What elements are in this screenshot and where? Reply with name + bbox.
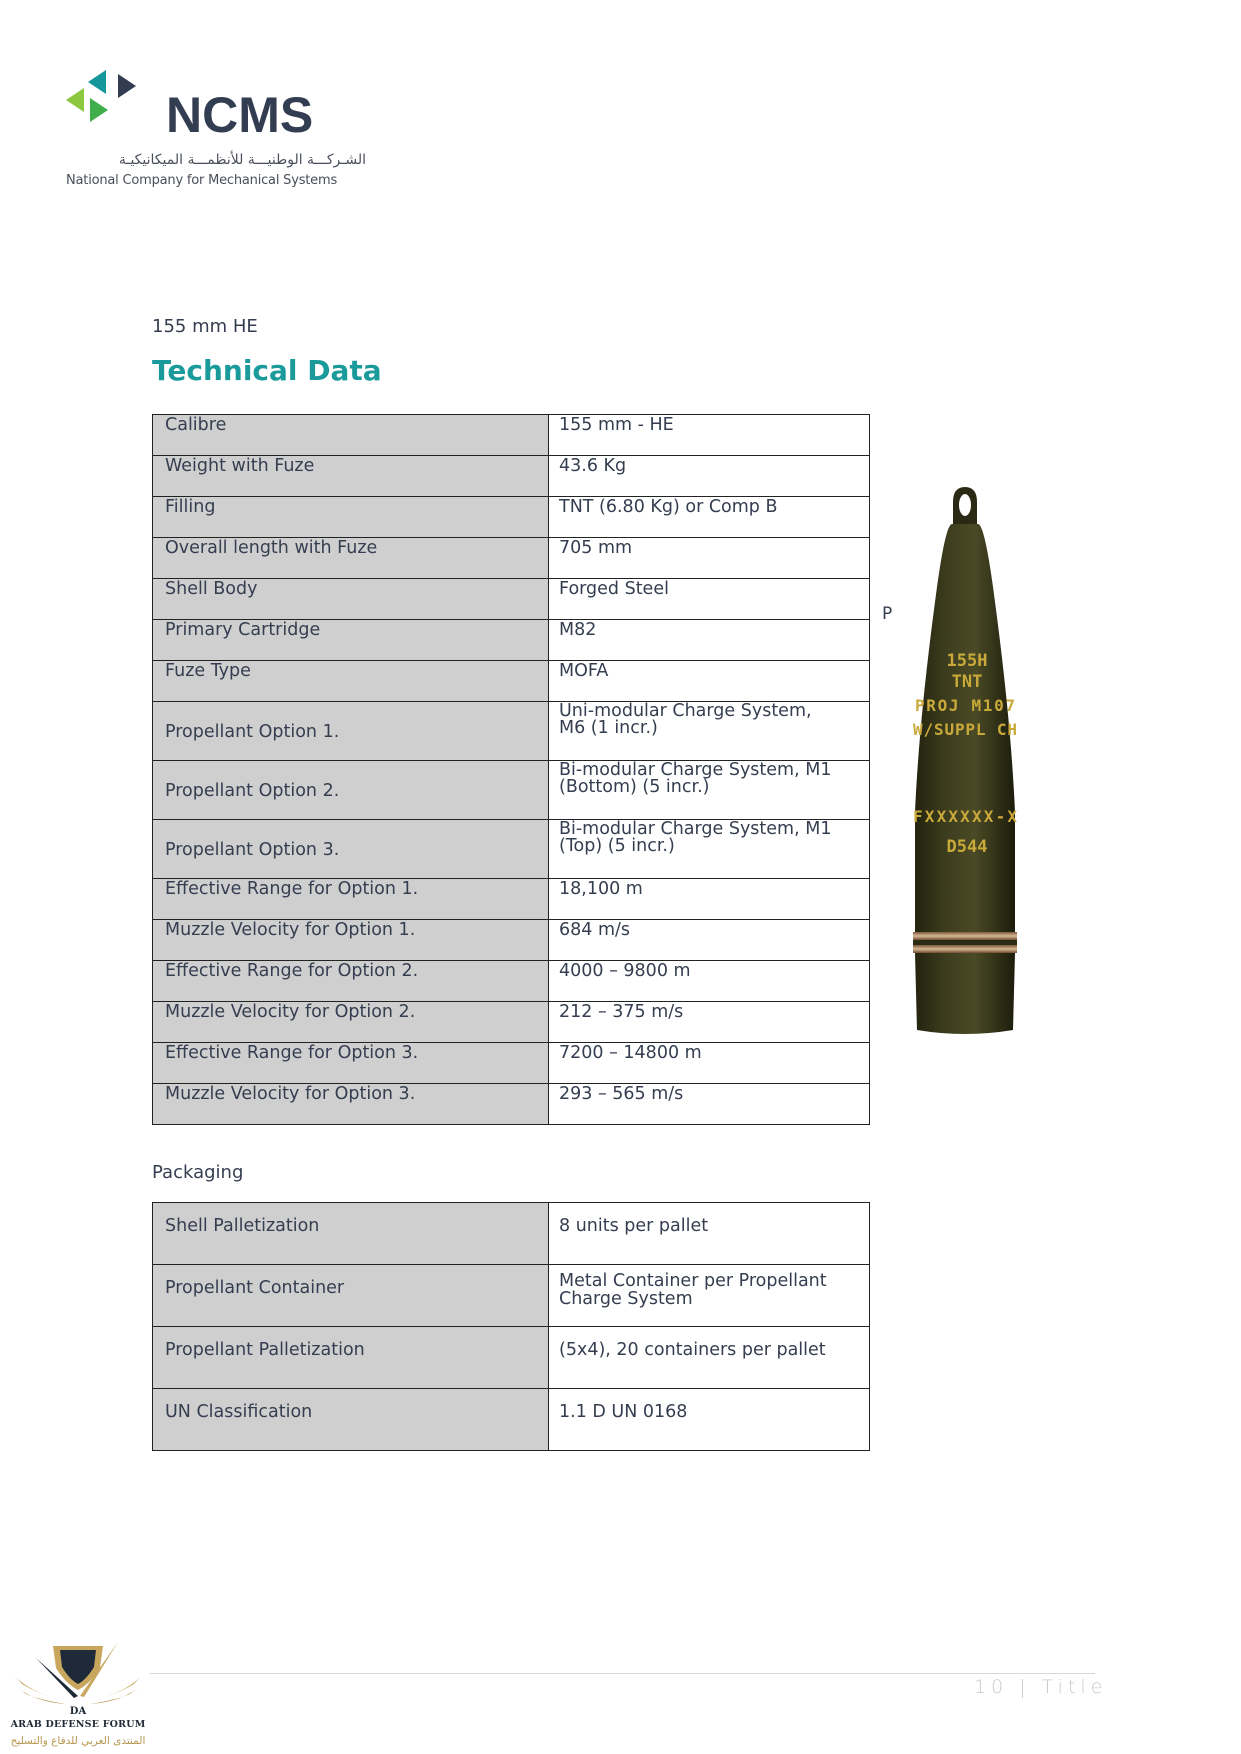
footer-divider <box>150 1673 1095 1674</box>
rotating-band <box>913 932 1017 940</box>
table-row <box>153 761 870 820</box>
product-subtitle: 155 mm HE <box>152 316 258 337</box>
table-row <box>153 1203 870 1265</box>
row-value: MOFA <box>549 661 870 702</box>
right-wing <box>93 1674 143 1700</box>
shell-marking: D544 <box>946 837 988 857</box>
arab-defense-forum-emblem-icon <box>8 1640 148 1706</box>
row-label: Propellant Option 1. <box>153 702 549 761</box>
packaging-table <box>152 1202 870 1451</box>
row-value <box>549 820 870 879</box>
table-row <box>153 879 870 920</box>
table-row <box>153 1327 870 1389</box>
table-row <box>153 1389 870 1451</box>
lifting-ring-hole <box>959 494 971 516</box>
row-label: Muzzle Velocity for Option 1. <box>153 920 549 961</box>
table-row <box>153 961 870 1002</box>
ncms-logo <box>66 70 366 195</box>
row-label: Shell Body <box>153 579 549 620</box>
shell-image <box>905 482 1025 1042</box>
logo-triangle-lime <box>66 88 84 112</box>
row-label: Filling <box>153 497 549 538</box>
table-row <box>153 820 870 879</box>
shell-marking: TNT <box>951 672 983 692</box>
row-value-line: (Bottom) (5 incr.) <box>559 777 710 797</box>
technical-data-table <box>152 414 870 1125</box>
row-label: Muzzle Velocity for Option 3. <box>153 1084 549 1125</box>
row-label: Effective Range for Option 1. <box>153 879 549 920</box>
shell-marking: 155H <box>946 651 988 671</box>
row-value <box>549 1265 870 1327</box>
row-value-line: Bi-modular Charge System, M1 <box>559 819 832 839</box>
packaging-title: Packaging <box>152 1162 244 1183</box>
table-row <box>153 415 870 456</box>
logo-arabic-name: الشـركـــة الوطنيـــة للأنظمـــة الميكانيكيـة <box>118 152 366 168</box>
logo-triangle-navy <box>118 74 136 98</box>
row-value-line: Bi-modular Charge System, M1 <box>559 760 832 780</box>
table-row <box>153 620 870 661</box>
side-marker: P <box>882 604 893 624</box>
table-row <box>153 538 870 579</box>
row-value: 705 mm <box>549 538 870 579</box>
logo-triangle-green <box>90 98 108 122</box>
row-value: 155 mm - HE <box>549 415 870 456</box>
row-value <box>549 761 870 820</box>
row-value: 1.1 D UN 0168 <box>549 1389 870 1451</box>
row-label: Propellant Container <box>153 1265 549 1327</box>
shell-marking: FXXXXXX-X <box>913 807 1017 826</box>
row-label: Overall length with Fuze <box>153 538 549 579</box>
row-value: M82 <box>549 620 870 661</box>
row-value: TNT (6.80 Kg) or Comp B <box>549 497 870 538</box>
table-row <box>153 1265 870 1327</box>
table-row <box>153 1084 870 1125</box>
row-value: 293 – 565 m/s <box>549 1084 870 1125</box>
table-row <box>153 1043 870 1084</box>
table-row <box>153 497 870 538</box>
watermark-logo <box>8 1640 148 1706</box>
row-label: Primary Cartridge <box>153 620 549 661</box>
row-label: Weight with Fuze <box>153 456 549 497</box>
row-value: (5x4), 20 containers per pallet <box>549 1327 870 1389</box>
shell-marking: W/SUPPL CH <box>913 720 1017 739</box>
row-label: UN Classification <box>153 1389 549 1451</box>
row-label: Fuze Type <box>153 661 549 702</box>
band-gap <box>913 940 1017 945</box>
table-row <box>153 1002 870 1043</box>
row-value: 18,100 m <box>549 879 870 920</box>
rotating-band <box>913 945 1017 953</box>
logo-wordmark: NCMS <box>166 87 314 143</box>
row-value-line: (Top) (5 incr.) <box>559 836 675 856</box>
row-value <box>549 702 870 761</box>
row-label: Propellant Option 3. <box>153 820 549 879</box>
page-number-label: 10 | Title <box>974 1676 1108 1698</box>
row-label: Effective Range for Option 3. <box>153 1043 549 1084</box>
watermark-monogram: DA <box>69 1706 87 1717</box>
row-value-line: Metal Container per Propellant <box>559 1271 827 1291</box>
table-row <box>153 702 870 761</box>
logo-english-name: National Company for Mechanical Systems <box>66 173 338 188</box>
row-label: Muzzle Velocity for Option 2. <box>153 1002 549 1043</box>
row-value: 8 units per pallet <box>549 1203 870 1265</box>
row-value: 4000 – 9800 m <box>549 961 870 1002</box>
row-label: Propellant Palletization <box>153 1327 549 1389</box>
watermark-arabic: المنتدى العربي للدفاع والتسليح <box>10 1735 146 1747</box>
row-value: 7200 – 14800 m <box>549 1043 870 1084</box>
logo-triangle-teal <box>88 70 106 94</box>
shell-marking: PROJ M107 <box>915 696 1015 715</box>
watermark-english: ARAB DEFENSE FORUM <box>10 1719 146 1730</box>
row-value: 212 – 375 m/s <box>549 1002 870 1043</box>
left-wing-feather <box>18 1688 66 1704</box>
row-label: Shell Palletization <box>153 1203 549 1265</box>
table-row <box>153 579 870 620</box>
row-label: Propellant Option 2. <box>153 761 549 820</box>
table-row <box>153 661 870 702</box>
table-row <box>153 456 870 497</box>
row-label: Effective Range for Option 2. <box>153 961 549 1002</box>
ncms-logo-mark-icon <box>66 70 166 130</box>
section-title: Technical Data <box>152 354 382 387</box>
row-label: Calibre <box>153 415 549 456</box>
row-value: 684 m/s <box>549 920 870 961</box>
row-value-line: Charge System <box>559 1289 693 1309</box>
row-value: Forged Steel <box>549 579 870 620</box>
shell-base <box>915 953 1015 1034</box>
row-value: 43.6 Kg <box>549 456 870 497</box>
right-wing-feather <box>90 1688 138 1704</box>
artillery-shell-icon <box>905 482 1025 1042</box>
table-row <box>153 920 870 961</box>
row-value-line: M6 (1 incr.) <box>559 718 658 738</box>
row-value-line: Uni-modular Charge System, <box>559 701 812 721</box>
